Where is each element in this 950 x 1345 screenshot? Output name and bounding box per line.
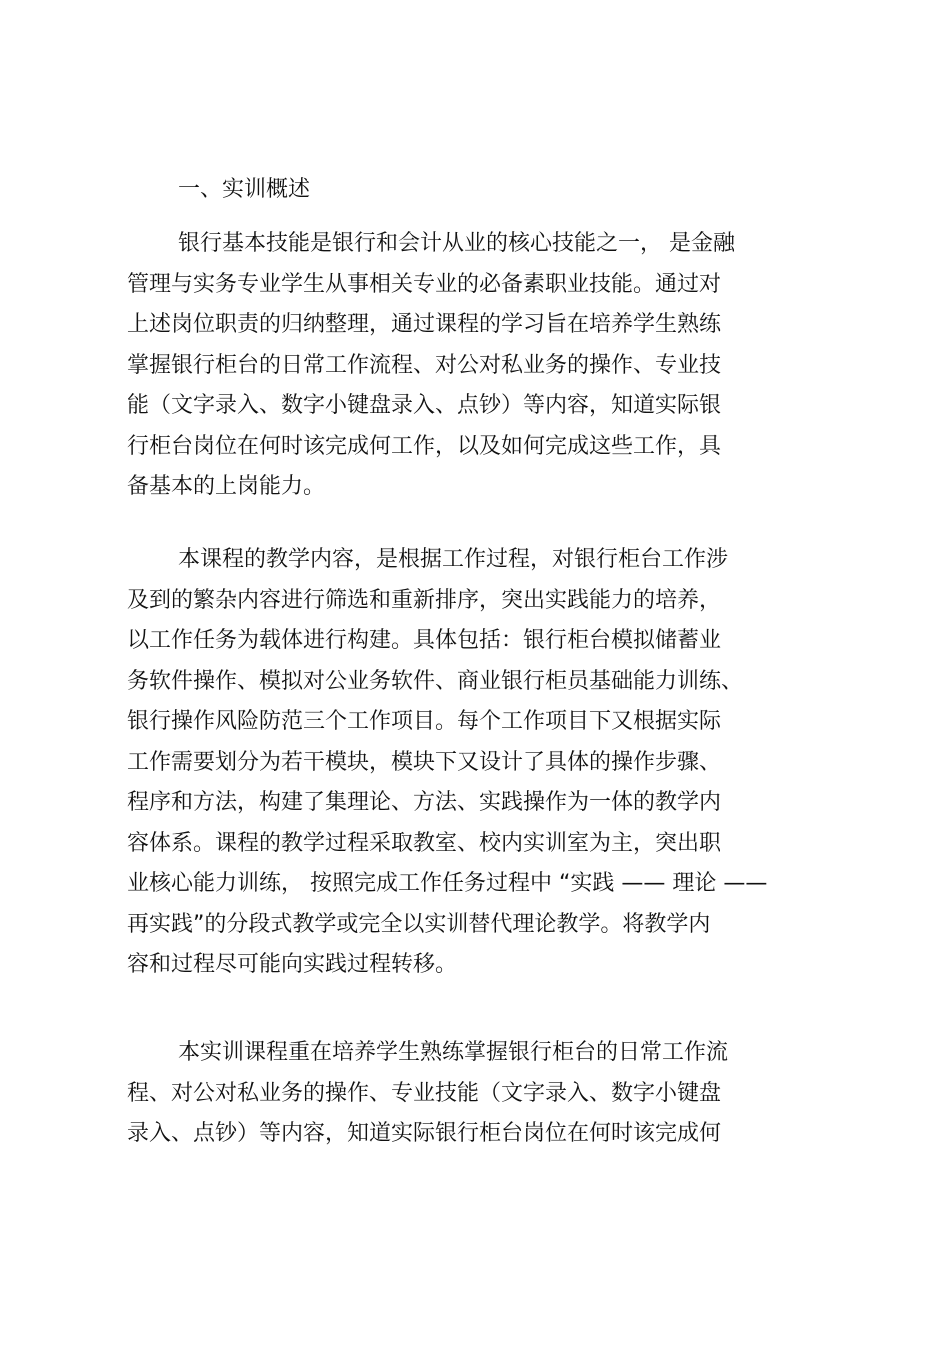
text-line: 再实践”的分段式教学或完全以实训替代理论教学。将教学内: [127, 911, 711, 937]
text-line: 本课程的教学内容，是根据工作过程，对银行柜台工作涉: [178, 547, 729, 572]
text-line: 上述岗位职责的归纳整理，通过课程的学习旨在培养学生熟练: [127, 312, 722, 337]
text-line: 银行基本技能是银行和会计从业的核心技能之一， 是金融: [178, 231, 735, 256]
text-line: 能（文字录入、数字小键盘录入、点钞）等内容，知道实际银: [127, 393, 722, 418]
paragraph-2: [127, 540, 767, 986]
text-line: 录入、点钞）等内容，知道实际银行柜台岗位在何时该完成何: [127, 1121, 722, 1146]
text-line: 容和过程尽可能向实践过程转移。: [127, 952, 458, 977]
text-line: 以工作任务为载体进行构建。具体包括：银行柜台模拟储蓄业: [127, 628, 722, 653]
text-line: 备基本的上岗能力。: [127, 474, 326, 499]
text-line: 程、对公对私业务的操作、专业技能（文字录入、数字小键盘: [127, 1080, 722, 1106]
text-line: 管理与实务专业学生从事相关专业的必备素职业技能。通过对: [127, 271, 722, 297]
text-line: 本实训课程重在培养学生熟练掌握银行柜台的日常工作流: [178, 1040, 729, 1065]
text-line: 务软件操作、模拟对公业务软件、商业银行柜员基础能力训练、: [127, 668, 744, 694]
text-line: 行柜台岗位在何时该完成何工作，以及如何完成这些工作，具: [127, 433, 722, 459]
text-line: 掌握银行柜台的日常工作流程、对公对私业务的操作、专业技: [127, 352, 722, 378]
text-line: 工作需要划分为若干模块，模块下又设计了具体的操作步骤、: [127, 749, 722, 775]
text-line: 容体系。课程的教学过程采取教室、校内实训室为主，突出职: [127, 830, 722, 856]
paragraph-3: [127, 1033, 728, 1155]
text-line: 程序和方法，构建了集理论、方法、实践操作为一体的教学内: [127, 790, 722, 815]
text-line: 业核心能力训练， 按照完成工作任务过程中 “实践 —— 理论 ——: [127, 871, 768, 896]
section-heading: 一、实训概述: [178, 177, 311, 202]
paragraph-1: [127, 224, 735, 508]
text-line: 银行操作风险防范三个工作项目。每个工作项目下又根据实际: [127, 709, 722, 734]
text-line: 及到的繁杂内容进行筛选和重新排序，突出实践能力的培养，: [127, 587, 722, 613]
